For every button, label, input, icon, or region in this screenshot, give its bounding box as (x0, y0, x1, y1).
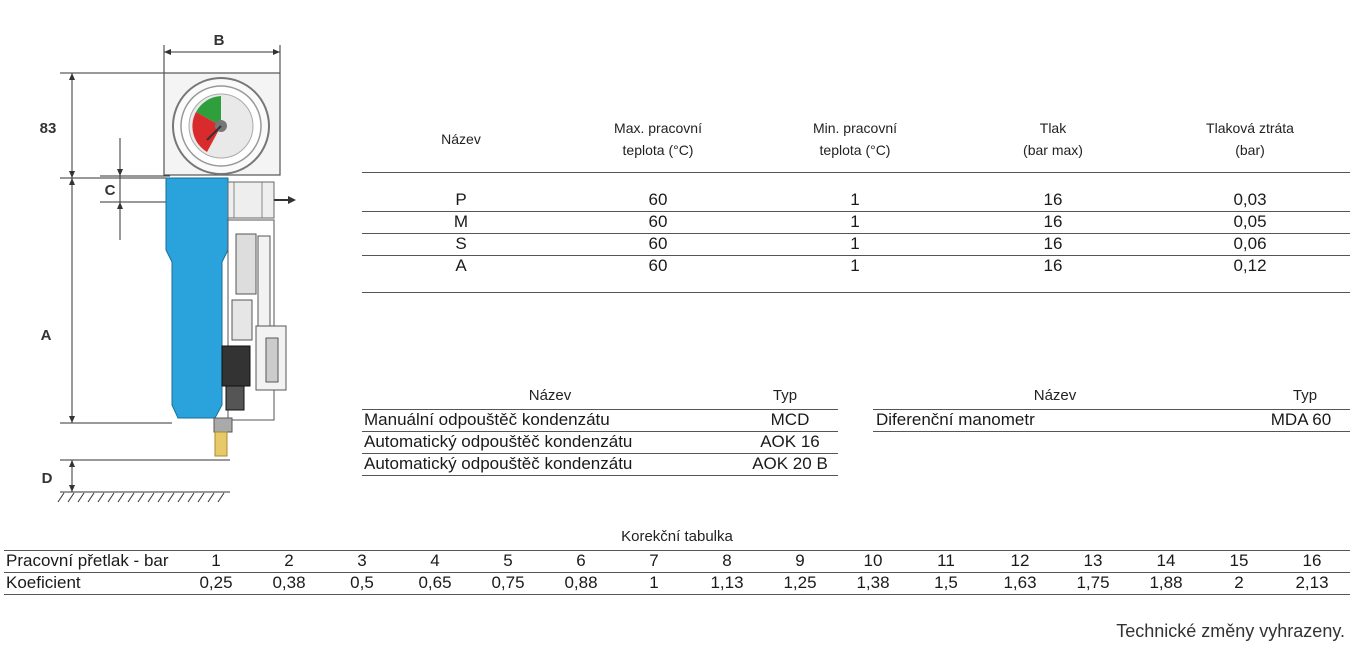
pressure-cell: 11 (937, 551, 955, 570)
coefficient-cell: 2 (1234, 573, 1244, 592)
acc-right-header-name: Název (1033, 387, 1077, 404)
dim-label-c: C (104, 182, 116, 199)
coefficient-label: Koeficient (6, 573, 81, 592)
dim-label-d: D (41, 470, 53, 487)
pressure-cell: 12 (1010, 551, 1030, 570)
coefficient-cell: 0,25 (199, 573, 233, 592)
coefficient-cell: 1,88 (1149, 573, 1183, 592)
acc-left-header-type: Typ (772, 387, 798, 404)
coefficient-cell: 1,63 (1003, 573, 1037, 592)
coefficient-cell: 0,5 (350, 573, 374, 592)
table-row: Automatický odpouštěč kondenzátu AOK 20 B (362, 453, 838, 476)
dim-label-83: 83 (39, 120, 57, 137)
pressure-row (4, 550, 1350, 573)
pressure-label: Pracovní přetlak - bar (6, 551, 169, 570)
pressure-cell: 4 (430, 551, 440, 570)
spec-header-name: Název (441, 131, 481, 147)
pressure-cell: 6 (576, 551, 586, 570)
spec-header-pressure: Tlak (bar max) (1023, 120, 1083, 158)
pressure-cell: 14 (1156, 551, 1176, 570)
dim-label-b: B (213, 32, 225, 49)
coefficient-cell: 1,25 (783, 573, 817, 592)
table-row: Automatický odpouštěč kondenzátu AOK 16 (362, 431, 838, 454)
coefficient-cell: 0,88 (564, 573, 598, 592)
filter-bowl (166, 178, 228, 418)
table-row: M 60 1 16 0,05 (362, 211, 1350, 234)
pressure-cell: 15 (1229, 551, 1249, 570)
pressure-cell: 1 (211, 551, 221, 570)
pressure-cell: 10 (863, 551, 883, 570)
pressure-cell: 7 (649, 551, 659, 570)
footer-note: Technické změny vyhrazeny. (1116, 621, 1345, 641)
coefficient-cell: 1,13 (710, 573, 744, 592)
pressure-cell: 16 (1302, 551, 1322, 570)
acc-right-header-type: Typ (1292, 387, 1318, 404)
gauge-icon (173, 78, 269, 174)
table-row: Diferenční manometr MDA 60 (873, 409, 1350, 432)
table-row: P 60 1 16 0,03 (362, 189, 1350, 212)
table-row: A 60 1 16 0,12 (455, 256, 1267, 275)
outlet-port (228, 182, 296, 218)
pressure-cell: 3 (357, 551, 367, 570)
pressure-cell: 8 (722, 551, 732, 570)
spec-header-pressure-drop: Tlaková ztráta (bar) (1206, 120, 1294, 158)
pressure-cell: 2 (284, 551, 294, 570)
coefficient-cell: 1 (649, 573, 659, 592)
coefficient-cell: 1,75 (1076, 573, 1110, 592)
coefficient-cell: 0,38 (272, 573, 306, 592)
coefficient-cell: 1,38 (856, 573, 890, 592)
coefficient-cell: 1,5 (934, 573, 958, 592)
pressure-cell: 5 (503, 551, 513, 570)
table-row: S 60 1 16 0,06 (362, 233, 1350, 256)
spec-header-min-temp: Min. pracovní teplota (°C) (812, 120, 898, 158)
correction-table-title: Korekční tabulka (621, 528, 733, 545)
filter-diagram (0, 0, 350, 520)
acc-left-header-name: Název (528, 387, 572, 404)
coefficient-cell: 2,13 (1295, 573, 1329, 592)
table-row: Manuální odpouštěč kondenzátu MCD (362, 409, 838, 432)
ground-hatch (58, 493, 224, 502)
coefficient-cell: 0,75 (491, 573, 525, 592)
pressure-cell: 13 (1083, 551, 1103, 570)
dim-label-a: A (40, 327, 52, 344)
coefficient-row (4, 572, 1350, 595)
spec-header-max-temp: Max. pracovní teplota (°C) (614, 120, 702, 158)
coefficient-cell: 0,65 (418, 573, 452, 592)
pressure-cell: 9 (795, 551, 805, 570)
